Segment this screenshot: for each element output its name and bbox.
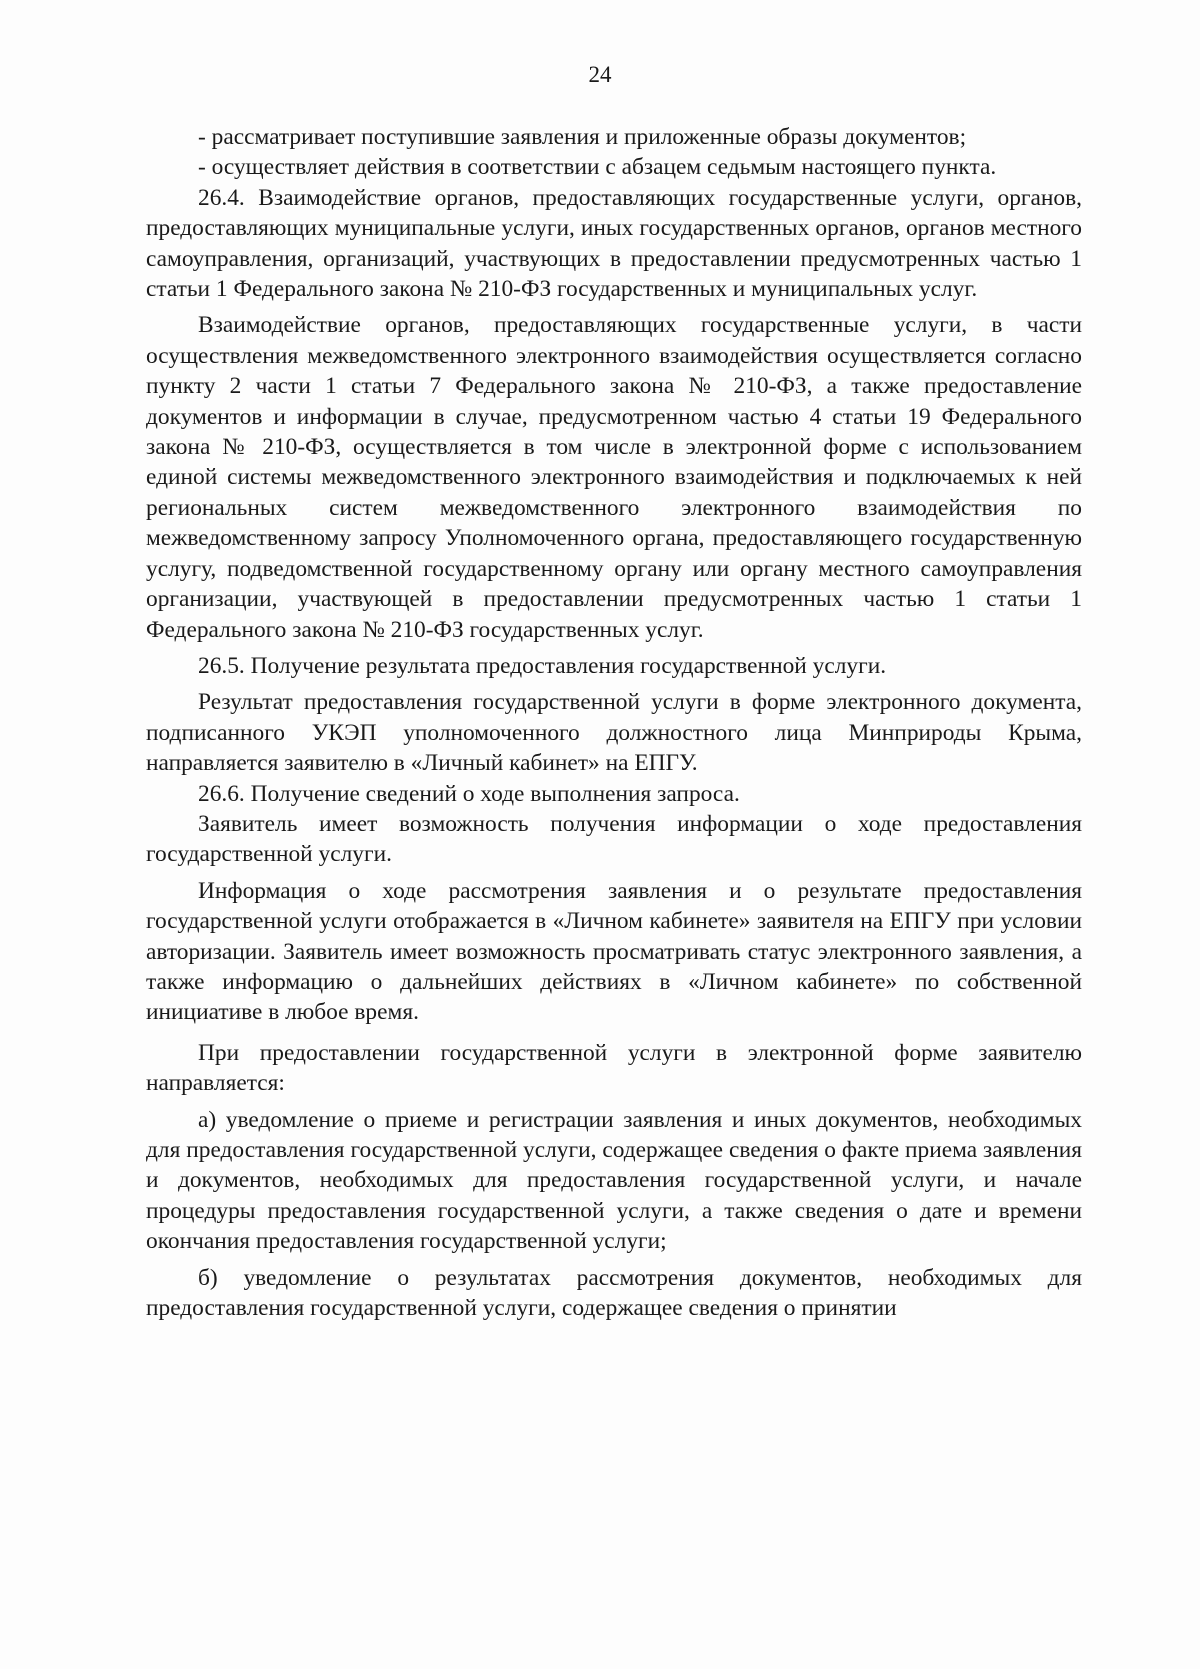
paragraph: 26.6. Получение сведений о ходе выполнения запроса. (198, 780, 740, 807)
paragraph: - рассматривает поступившие заявления и приложенные образы документов; (198, 124, 967, 150)
paragraph: Заявитель имеет возможность получения информации о ходе предоставления государственной услуги. (146, 810, 1082, 868)
paragraph: 26.5. Получение результата предоставления государственной услуги. (198, 652, 887, 679)
paragraph: а) уведомление о приеме и регистрации заявления и иных документов, необходимых для предоставления государственной услуги, содержащее сведения о факте приема заявления и документов, необходимых для предоставления государственной услуги, и начале процедуры предоставления государственной услуги, а также сведения о дате и времени окончания предоставления государственной услуги; (146, 1106, 1082, 1255)
page-number: 24 (588, 62, 612, 87)
paragraph: Результат предоставления государственной услуги в форме электронного документа, подписанного УКЭП уполномоченного должностного лица Минприроды Крыма, направляется заявителю в «Личный кабинет» на ЕПГУ. (146, 689, 1082, 777)
paragraph: Взаимодействие органов, предоставляющих государственные услуги, в части осуществления межведомственного электронного взаимодействия осуществляется согласно пункту 2 части 1 статьи 7 Федерального закона № 210-ФЗ, а также предоставление документов и информации в случае, предусмотренном частью 4 статьи 19 Федерального закона № 210-ФЗ, осуществляется в том числе в электронной форме с использованием единой системы межведомственного электронного взаимодействия и подключаемых к ней региональных систем межведомственного электронного взаимодействия по межведомственному запросу Уполномоченного органа, предоставляющего государственную услугу, подведомственной государственному органу или органу местного самоуправления организации, участвующей в предоставлении предусмотренных частью 1 статьи 1 Федерального закона № 210-ФЗ государственных услуг. (146, 312, 1082, 643)
document-body (146, 122, 1082, 1323)
paragraph: При предоставлении государственной услуги в электронной форме заявителю направляется: (146, 1039, 1082, 1097)
paragraph: б) уведомление о результатах рассмотрения документов, необходимых для предоставления государственной услуги, содержащее сведения о принятии (146, 1264, 1082, 1322)
paragraph: 26.4. Взаимодействие органов, предоставляющих государственные услуги, органов, предоставляющих муниципальные услуги, иных государственных органов, органов местного самоуправления, организаций, участвующих в предоставлении предусмотренных частью 1 статьи 1 Федерального закона № 210-ФЗ государственных и муниципальных услуг. (146, 184, 1082, 303)
paragraph: - осуществляет действия в соответствии с абзацем седьмым настоящего пункта. (198, 154, 997, 181)
paragraph: Информация о ходе рассмотрения заявления и о результате предоставления государственной услуги отображается в «Личном кабинете» заявителя на ЕПГУ при условии авторизации. Заявитель имеет возможность просматривать статус электронного заявления, а также информацию о дальнейших действиях в «Личном кабинете» по собственной инициативе в любое время. (146, 877, 1082, 1026)
